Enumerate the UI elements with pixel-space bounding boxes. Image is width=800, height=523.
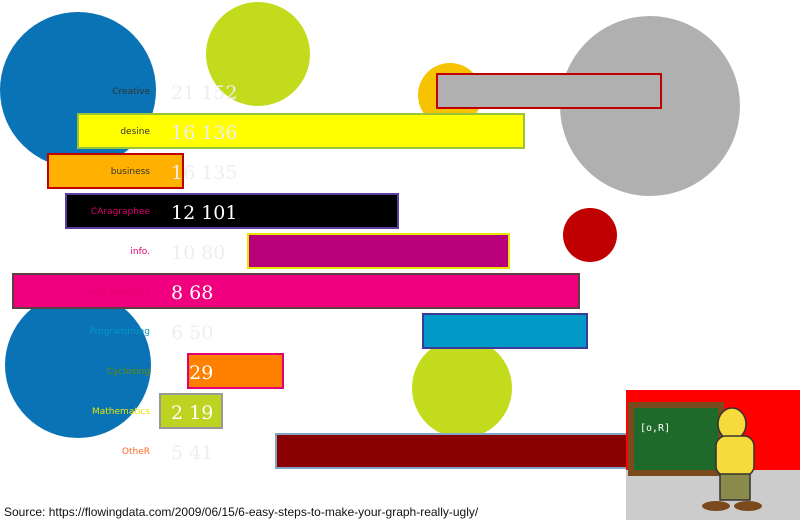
category-label: business — [110, 167, 150, 177]
cartoon-floor — [626, 470, 800, 520]
bar — [248, 234, 509, 268]
value-label: 16 136 — [171, 122, 238, 144]
teacher-shoe-left — [702, 501, 730, 511]
teacher-head — [718, 408, 746, 440]
category-label: Mathematics — [92, 407, 150, 417]
category-label: CAragraphee — [90, 207, 150, 217]
category-label: Creative — [112, 87, 150, 97]
teacher-legs — [720, 474, 750, 500]
value-label: 21 152 — [171, 82, 238, 104]
value-label: 8 68 — [171, 282, 214, 304]
category-label: OtheR — [121, 447, 150, 457]
value-label: 2 19 — [171, 402, 214, 424]
category-label: Programming — [89, 327, 150, 337]
source-caption: Source: https://flowingdata.com/2009/06/15/6-easy-steps-to-make-your-graph-really-ugly/ — [4, 505, 479, 519]
teacher-body — [716, 436, 754, 476]
decor-circle — [563, 208, 617, 262]
value-label: 6 50 — [171, 322, 214, 344]
value-label: 12 101 — [171, 202, 238, 224]
chalkboard-text: [o,R] — [640, 423, 671, 434]
decor-circle — [412, 338, 512, 438]
cartoon-teacher-illustration — [626, 390, 800, 520]
category-label: info. — [130, 247, 150, 257]
value-label: 16 135 — [171, 162, 238, 184]
category-label: desine — [120, 127, 150, 137]
chalkboard — [634, 408, 718, 470]
category-label: Cyclosing — [106, 367, 150, 377]
value-label: 10 80 — [171, 242, 226, 264]
teacher-shoe-right — [734, 501, 762, 511]
value-label: 3 29 — [171, 362, 214, 384]
bar — [423, 314, 587, 348]
category-label: web Analitycs — [87, 287, 150, 297]
bar — [437, 74, 661, 108]
value-label: 5 41 — [171, 442, 214, 464]
